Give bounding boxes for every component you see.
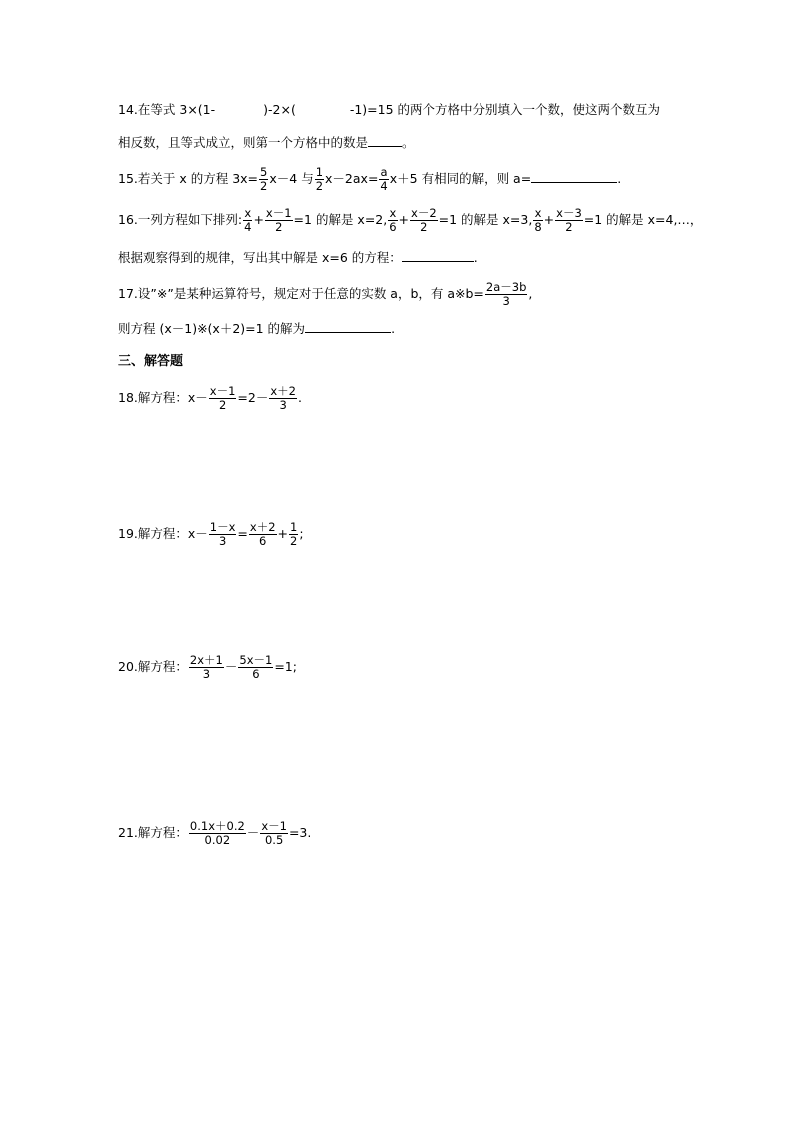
question-number: 20. (118, 659, 138, 674)
question-18: 18.解方程：x－ $\frac{x-1}{2}$ =2－ $\frac{x+2}{3}$ . (118, 384, 302, 412)
fraction: $\frac{x+2}{3}$ (270, 384, 296, 412)
question-19: 19.解方程：x－ $\frac{1-x}{3}$ = $\frac{x+2}{6}$ + $\frac{1}{2}$ ; (118, 520, 304, 548)
answer-blank[interactable] (531, 168, 617, 183)
answer-blank[interactable] (305, 318, 391, 333)
fraction: $\frac{x}{4}$ (244, 206, 252, 234)
fraction: $\frac{x+2}{6}$ (249, 520, 276, 548)
answer-blank[interactable] (402, 247, 474, 262)
question-16-cont: 根据观察得到的规律，写出其中解是 x=6 的方程： . (118, 247, 478, 268)
fraction: $\frac{2a-3b}{3}$ (485, 280, 527, 308)
question-number: 19. (118, 526, 138, 541)
fraction: $\frac{x}{6}$ (389, 206, 397, 234)
answer-blank[interactable] (368, 132, 402, 147)
question-15: 15.若关于 x 的方程 3x= $\frac{5}{2}$ x－4 与 $\frac{1}{2}$ x－2ax= $\frac{a}{4}$ x＋5 有相同的解，则 a= . (118, 165, 622, 193)
question-number: 18. (118, 390, 138, 405)
question-number: 15. (118, 171, 138, 186)
fraction: $\frac{x-1}{2}$ (209, 384, 236, 412)
question-21: 21.解方程： $\frac{0.1x+0.2}{0.02}$ － $\frac{x-1}{0.5}$ =3. (118, 819, 312, 847)
fraction: $\frac{1}{2}$ (290, 520, 298, 548)
fraction: $\frac{x-1}{0.5}$ (261, 819, 287, 847)
fraction: $\frac{x-1}{2}$ (265, 206, 292, 234)
question-17-cont: 则方程 (x－1)※(x＋2)=1 的解为 . (118, 318, 395, 339)
question-17: 17.设”※”是某种运算符号，规定对于任意的实数 a，b，有 a※b= $\frac{2a-3b}{3}$ , (118, 280, 533, 308)
fraction: $\frac{1}{2}$ (315, 165, 324, 193)
fraction: $\frac{5}{2}$ (260, 165, 268, 193)
fraction: $\frac{1-x}{3}$ (209, 520, 236, 548)
fraction: $\frac{2x+1}{3}$ (189, 653, 223, 681)
question-16: 16.一列方程如下排列: $\frac{x}{4}$ + $\frac{x-1}{2}$ =1 的解是 x=2, $\frac{x}{6}$ + $\frac{x-2}{2}$ =1 的解是 x=3, $\frac{x}{8}$ + $\frac{x-3}{2}$ =1 的解是 x=4,…， (118, 206, 703, 234)
question-number: 16. (118, 212, 138, 227)
fraction: $\frac{a}{4}$ (380, 165, 388, 193)
question-number: 17. (118, 286, 138, 301)
fraction: $\frac{0.1x+0.2}{0.02}$ (189, 819, 245, 847)
fraction: $\frac{5x-1}{6}$ (239, 653, 273, 681)
question-number: 14. (118, 102, 138, 117)
section-heading: 三、解答题 (118, 354, 184, 369)
fraction: $\frac{x-3}{2}$ (556, 206, 582, 234)
fraction: $\frac{x-2}{2}$ (411, 206, 437, 234)
question-20: 20.解方程： $\frac{2x+1}{3}$ － $\frac{5x-1}{6}$ =1; (118, 653, 297, 681)
question-14: 14.在等式 3×(1- )-2×( -1)=15 的两个方格中分别填入一个数，使这两个数互为 (118, 102, 661, 117)
fraction: $\frac{x}{8}$ (534, 206, 542, 234)
question-14-cont: 相反数，且等式成立，则第一个方格中的数是 。 (118, 132, 415, 153)
question-number: 21. (118, 825, 138, 840)
